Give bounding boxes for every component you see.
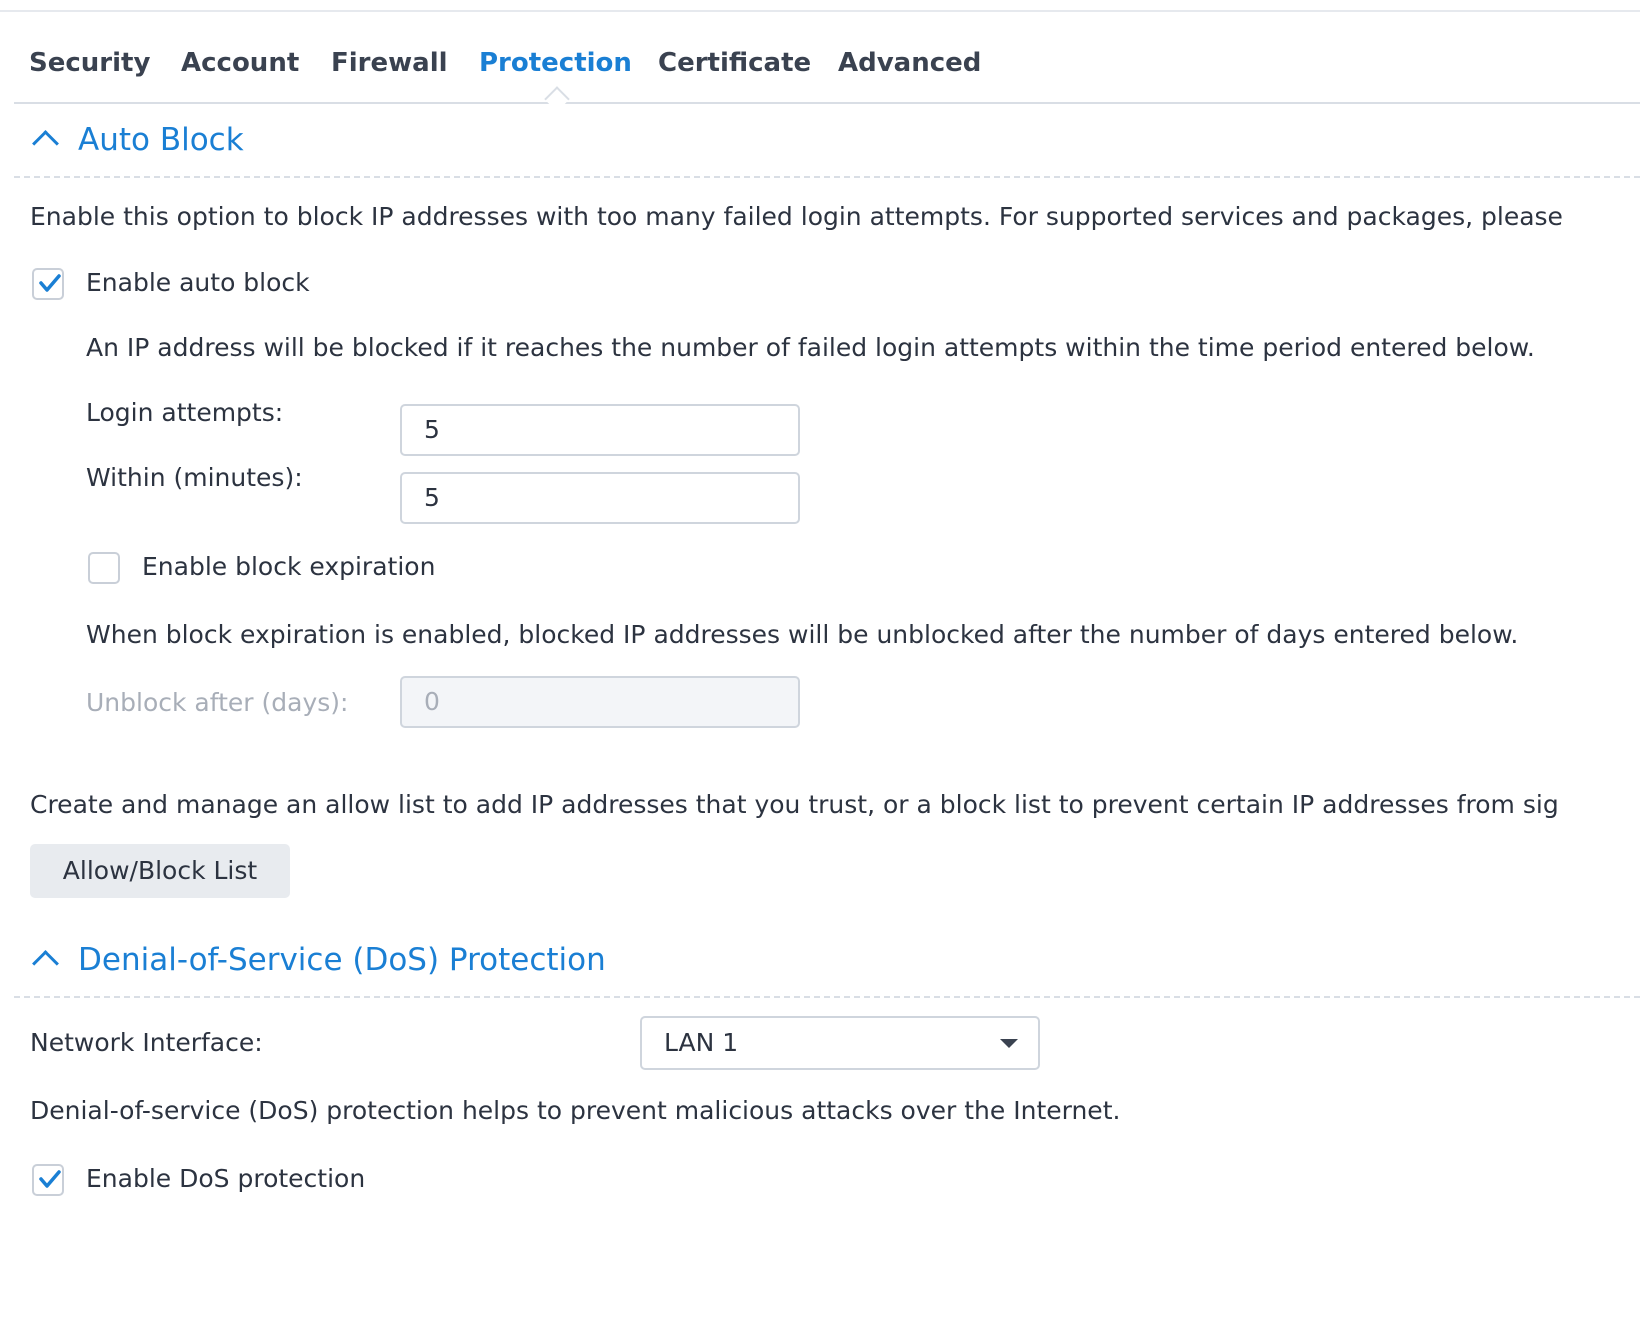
auto-block-title[interactable]: Auto Block: [78, 122, 244, 158]
auto-block-rule-text: An IP address will be blocked if it reaches the number of failed login attempts within the time period entered below.: [86, 333, 1535, 362]
enable-auto-block-label[interactable]: Enable auto block: [86, 268, 310, 297]
checkmark-icon: [39, 273, 61, 293]
dos-description: Denial-of-service (DoS) protection helps to prevent malicious attacks over the Internet.: [30, 1096, 1121, 1125]
login-attempts-label: Login attempts:: [86, 398, 284, 427]
within-minutes-input[interactable]: 5: [400, 472, 800, 524]
tab-bar: [14, 40, 1640, 104]
dos-title[interactable]: Denial-of-Service (DoS) Protection: [78, 942, 606, 978]
enable-block-expiration-label[interactable]: Enable block expiration: [142, 552, 436, 581]
tab-security[interactable]: Security: [29, 48, 151, 78]
enable-dos-protection-label[interactable]: Enable DoS protection: [86, 1164, 366, 1193]
unblock-after-label: Unblock after (days):: [86, 688, 349, 717]
allow-block-list-button[interactable]: Allow/Block List: [30, 844, 290, 898]
enable-auto-block-checkbox[interactable]: [32, 268, 64, 300]
dos-header: [14, 934, 1640, 998]
checkmark-icon: [39, 1169, 61, 1189]
login-attempts-input[interactable]: 5: [400, 404, 800, 456]
network-interface-value: LAN 1: [664, 1028, 739, 1057]
enable-block-expiration-checkbox[interactable]: [88, 552, 120, 584]
tab-certificate[interactable]: Certificate: [658, 48, 812, 78]
caret-down-icon: [1000, 1039, 1018, 1048]
tab-advanced[interactable]: Advanced: [838, 48, 982, 78]
network-interface-select[interactable]: [640, 1016, 1040, 1070]
chevron-up-icon[interactable]: [32, 130, 59, 157]
allow-block-list-text: Create and manage an allow list to add IP addresses that you trust, or a block list to prevent certain IP addresses from sig: [30, 790, 1559, 819]
top-border: [0, 10, 1640, 12]
chevron-up-icon[interactable]: [32, 950, 59, 977]
tab-account[interactable]: Account: [181, 48, 300, 78]
enable-dos-protection-checkbox[interactable]: [32, 1164, 64, 1196]
network-interface-label: Network Interface:: [30, 1028, 263, 1057]
tab-protection[interactable]: Protection: [479, 48, 632, 78]
auto-block-header: [14, 114, 1640, 178]
block-expiration-text: When block expiration is enabled, blocked IP addresses will be unblocked after the number of days entered below.: [86, 620, 1519, 649]
within-minutes-label: Within (minutes):: [86, 463, 303, 492]
unblock-after-input: 0: [400, 676, 800, 728]
tab-firewall[interactable]: Firewall: [331, 48, 448, 78]
auto-block-description: Enable this option to block IP addresses with too many failed login attempts. For supported services and packages, please: [30, 202, 1563, 231]
